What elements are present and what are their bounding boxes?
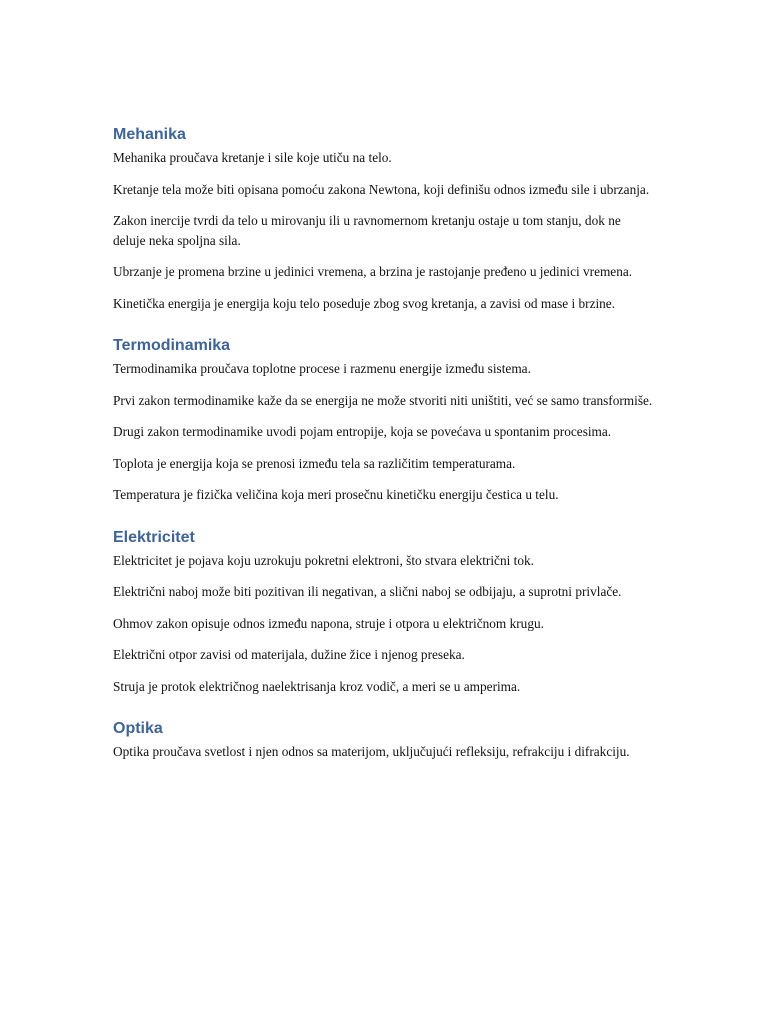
paragraph: Prvi zakon termodinamike kaže da se energija ne može stvoriti niti uništiti, već se samo transformiše. <box>113 392 653 408</box>
paragraph: Drugi zakon termodinamike uvodi pojam entropije, koja se povećava u spontanim procesima. <box>113 424 612 439</box>
paragraph: Kinetička energija je energija koju telo poseduje zbog svog kretanja, a zavisi od mase i brzine. <box>113 295 616 311</box>
section-heading: Optika <box>113 720 163 737</box>
paragraph: Struja je protok električnog naelektrisanja kroz vodič, a meri se u amperima. <box>113 678 521 694</box>
paragraph: Elektricitet je pojava koju uzrokuju pokretni elektroni, što stvara električni tok. <box>113 552 534 568</box>
section-mehanika <box>113 124 653 313</box>
section-heading: Mehanika <box>113 126 186 143</box>
paragraph: Toplota je energija koja se prenosi između tela sa različitim temperaturama. <box>113 455 516 471</box>
section-heading: Termodinamika <box>113 337 231 354</box>
section-optika <box>113 718 653 762</box>
document-page <box>113 124 653 784</box>
paragraph: Kretanje tela može biti opisana pomoću zakona Newtona, koji definišu odnos između sile i ubrzanja. <box>113 181 650 197</box>
paragraph: Mehanika proučava kretanje i sile koje utiču na telo. <box>113 150 392 165</box>
paragraph: Ubrzanje je promena brzine u jedinici vremena, a brzina je rastojanje pređeno u jedinici vremena. <box>113 264 633 279</box>
paragraph: Električni naboj može biti pozitivan ili negativan, a slični naboj se odbijaju, a suprotni privlače. <box>113 584 622 599</box>
section-elektricitet <box>113 527 653 697</box>
paragraph: Termodinamika proučava toplotne procese i razmenu energije između sistema. <box>113 361 531 376</box>
paragraph: Optika proučava svetlost i njen odnos sa materijom, uključujući refleksiju, refrakciju i difrakciju. <box>113 744 630 759</box>
section-termodinamika <box>113 335 653 505</box>
paragraph: Temperatura je fizička veličina koja meri prosečnu kinetičku energiju čestica u telu. <box>113 487 559 502</box>
paragraph: Ohmov zakon opisuje odnos između napona, struje i otpora u električnom krugu. <box>113 615 544 631</box>
paragraph: Električni otpor zavisi od materijala, dužine žice i njenog preseka. <box>113 647 465 662</box>
paragraph: Zakon inercije tvrdi da telo u mirovanju ili u ravnomernom kretanju ostaje u tom stanju, dok ne deluje neka spoljna sila. <box>113 213 621 248</box>
section-heading: Elektricitet <box>113 528 195 546</box>
